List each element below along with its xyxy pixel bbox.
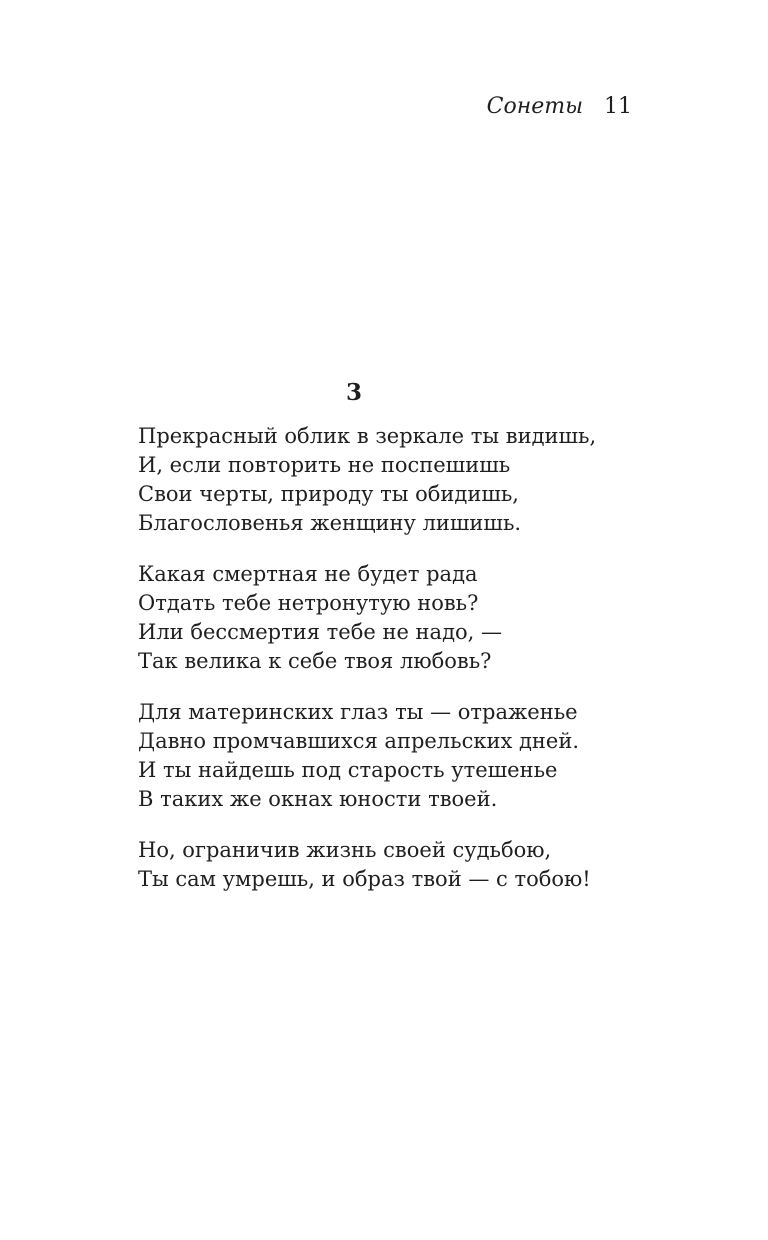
page-number: 11 xyxy=(604,94,632,119)
verse-line: Благословенья женщину лишишь. xyxy=(138,511,522,535)
sonnet-number: 3 xyxy=(345,379,362,406)
verse-line: В таких же окнах юности твоей. xyxy=(138,787,498,811)
verse-line: Так велика к себе твоя любовь? xyxy=(138,649,492,673)
verse-line: Но, ограничив жизнь своей судьбою, xyxy=(138,838,552,862)
verse-line: Для материнских глаз ты — отраженье xyxy=(138,700,578,724)
sonnet xyxy=(138,378,658,916)
verse-line: Прекрасный облик в зеркале ты видишь, xyxy=(138,424,597,448)
verse-line: Давно промчавшихся апрельских дней. xyxy=(138,729,580,753)
verse-line: Или бессмертия тебе не надо, — xyxy=(138,620,502,644)
verse-line: И, если повторить не поспешишь xyxy=(138,453,511,477)
verse-line: Какая смертная не будет рада xyxy=(138,562,478,586)
stanza-3 xyxy=(138,698,658,814)
running-header xyxy=(487,92,632,122)
section-title: Сонеты xyxy=(486,94,583,119)
verse-line: Ты сам умрешь, и образ твой — с тобою! xyxy=(138,867,591,891)
verse-line: Свои черты, природу ты обидишь, xyxy=(138,482,519,506)
stanza-1 xyxy=(138,422,658,538)
closing-couplet xyxy=(138,836,658,894)
verse-line: И ты найдешь под старость утешенье xyxy=(138,758,558,782)
stanza-2 xyxy=(138,560,658,676)
verse-line: Отдать тебе нетронутую новь? xyxy=(138,591,479,615)
